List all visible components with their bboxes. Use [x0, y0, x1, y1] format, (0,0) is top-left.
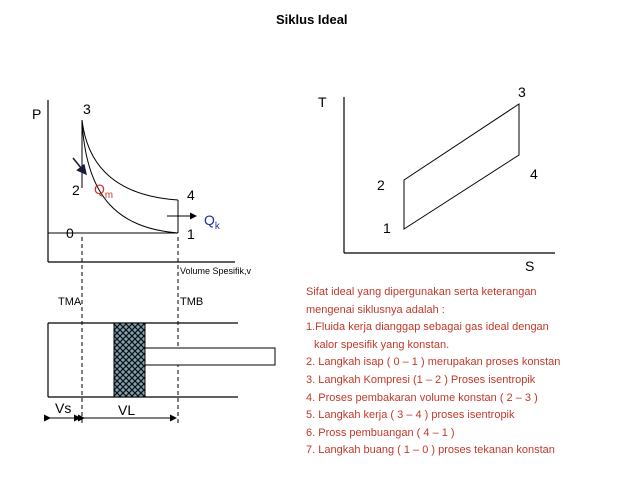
compression-arrow [73, 158, 86, 174]
pv-point-0: 0 [66, 225, 74, 241]
pv-point-3: 3 [83, 101, 91, 117]
ts-point-4: 4 [530, 166, 538, 182]
note-line: 1.Fluida kerja dianggap sebagai gas ideal dengan [306, 321, 549, 334]
pv-axis-x-label: Volume Spesifik,v [180, 266, 252, 276]
ts-axes [344, 97, 555, 253]
ts-axis-y-label: T [318, 94, 327, 110]
note-line: 3. Langkah Kompresi (1 – 2 ) Proses isentropik [306, 373, 536, 386]
ts-point-1: 1 [383, 220, 391, 236]
pv-point-2: 2 [72, 182, 80, 198]
ts-axis-x-label: S [525, 258, 535, 274]
note-line: 5. Langkah kerja ( 3 – 4 ) proses isentropik [306, 409, 515, 422]
note-line: 7. Langkah buang ( 1 – 0 ) proses tekanan konstan [306, 444, 555, 457]
heat-out-symbol: Q [204, 212, 215, 228]
heat-in-symbol: Q [94, 181, 105, 197]
pv-axis-y-label: P [32, 106, 42, 122]
piston-rod [145, 348, 275, 365]
piston [114, 323, 145, 397]
page-title: Siklus Ideal [276, 12, 348, 27]
ts-cycle [404, 104, 519, 229]
note-line: 4. Proses pembakaran volume konstan ( 2 – 3 ) [306, 391, 538, 404]
tmb-label: TMB [180, 296, 204, 308]
pv-point-4: 4 [187, 187, 195, 203]
heat-in-subscript: m [104, 189, 114, 201]
ts-point-3: 3 [518, 84, 526, 100]
heat-in-label [94, 181, 113, 201]
vl-label: VL [118, 402, 136, 418]
heat-out-label [204, 212, 220, 232]
vs-label: Vs [55, 400, 72, 416]
pv-curve-1-2 [82, 120, 178, 233]
note-line: 2. Langkah isap ( 0 – 1 ) merupakan proses konstan [306, 356, 561, 369]
tma-label: TMA [58, 296, 82, 308]
pv-point-1: 1 [187, 226, 195, 242]
pv-axes [48, 100, 235, 262]
heat-out-subscript: k [214, 220, 220, 232]
notes-block [306, 284, 560, 460]
note-line: mengenai siklusnya adalah : [306, 303, 445, 316]
note-line: Sifat ideal yang dipergunakan serta keterangan [306, 286, 537, 298]
note-line: kalor spesifik yang konstan. [314, 338, 450, 351]
ts-point-2: 2 [377, 177, 385, 193]
note-line: 6. Pross pembuangan ( 4 – 1 ) [306, 426, 455, 439]
pv-cycle [48, 120, 196, 233]
